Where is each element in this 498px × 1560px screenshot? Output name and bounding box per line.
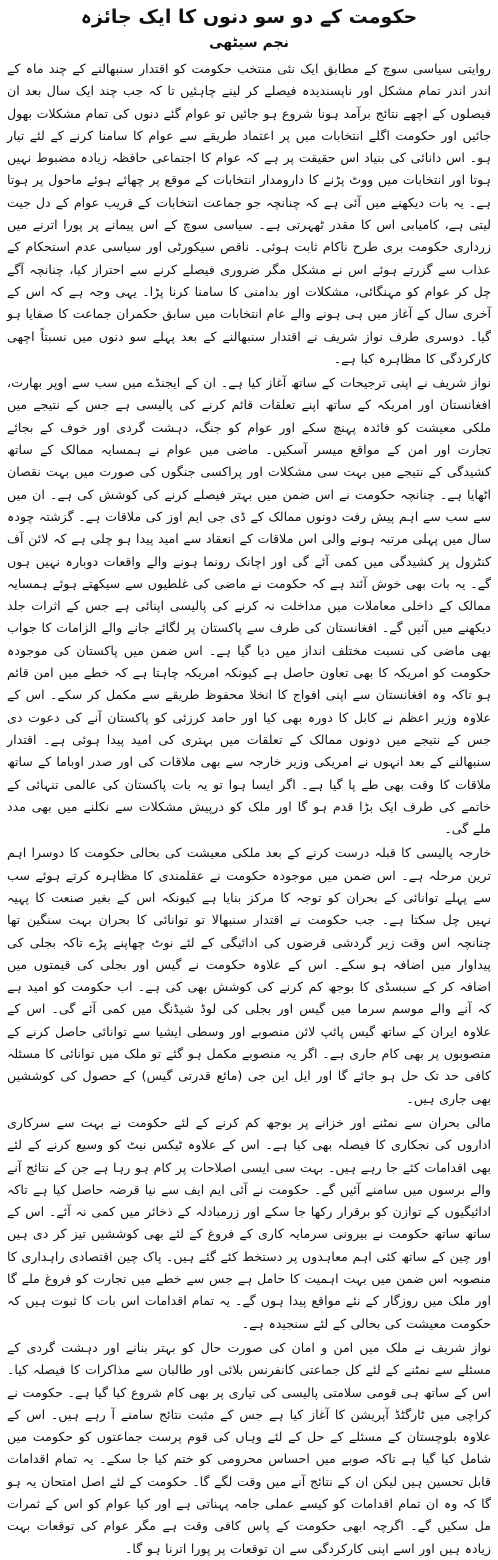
article-paragraph-2: نواز شریف نے اپنی ترجیحات کے ساتھ آغاز کیا ہے۔ ان کے ایجنڈے میں سب سے اوپر بھارت، افغانستان اور امریکہ کے ساتھ اپنے تعلقات قائم کرنے کی پالیسی ہے جس کے نتیجے میں ملکی معیشت کو فائدہ پہنچ سکے اور عوام کو جنگ، دہشت گردی اور خوف کے بجائے تجارت اور امن کے مواقع میسر آسکیں۔ ماضی میں عوام نے ہمسایہ ممالک کے ساتھ کشیدگی کے نتیجے میں بہت سی مشکلات اور پراکسی جنگوں کی صورت میں بہت نقصان اٹھایا ہے۔ چنانچہ حکومت نے اس ضمن میں بہتر فیصلے کرنے کی کوشش کی ہے۔ ان میں سے سب سے اہم پیش رفت دونوں ممالک کے ڈی جی ایم اوز کی ملاقات ہے۔ گزشتہ چودہ سال میں پہلی مرتبہ ہونے والی اس ملاقات کے انعقاد سے امید پیدا ہو چلی ہے کہ لائن آف کنٹرول پر کشیدگی میں کمی آئے گی اور اچانک رونما ہونے والے واقعات دوبارہ نہیں ہوں گے۔ یہ بات بھی خوش آئند ہے کہ حکومت نے ماضی کی غلطیوں سے سیکھتے ہوئے ہمسایہ ممالک کے داخلی معاملات میں مداخلت نہ کرنے کی پالیسی اپنائی ہے جس کے اثرات جلد دیکھنے میں آئیں گے۔ افغانستان کی طرف سے پاکستان پر لگائے جانے والے الزامات کا جواب بھی ماضی کی نسبت مختلف انداز میں دیا گیا ہے۔ اس ضمن میں پاکستان کی موجودہ حکومت کو امریکہ کا بھی تعاون حاصل ہے کیونکہ امریکہ چاہتا ہے کہ خطے میں امن قائم ہو تاکہ وہ افغانستان سے اپنی افواج کا انخلا محفوظ طریقے سے مکمل کر سکے۔ اس کے علاوہ وزیر اعظم نے کابل کا دورہ بھی کیا اور حامد کرزئی کو پاکستان آنے کی دعوت دی جس کے نتیجے میں دونوں ممالک کے تعلقات میں بہتری کی امید پیدا ہوئی ہے۔ اقتدار سنبھالنے کے بعد انہوں نے امریکی وزیر خارجہ سے بھی ملاقات کی اور صدر اوباما کے ساتھ ملاقات کا وقت بھی طے پا گیا ہے۔ اگر ایسا ہوا تو یہ بات پاکستان کی عالمی تنہائی کے خاتمے کی طرف ایک بڑا قدم ہو گا اور ملک کو درپیش مشکلات سے نکلنے میں بھی مدد ملے گی۔ (7, 375, 491, 837)
article-paragraph-1: روایتی سیاسی سوچ کے مطابق ایک نئی منتخب حکومت کو اقتدار سنبھالنے کے چند ماہ کے اندر اندر تمام مشکل اور ناپسندیدہ فیصلے کر لینے چاہئیں تا کہ جب چند ایک سال بعد ان فیصلوں کے اچھے نتائج برآمد ہونا شروع ہو جائیں تو عوام گئے دنوں کی تمام مشکلات بھول جائیں اور حکومت اگلے انتخابات میں پر اعتماد طریقے سے عوام کا سامنا کرنے کے لئے تیار ہو۔ اس دانائی کی بنیاد اس حقیقت پر ہے کہ عوام کا اجتماعی حافظہ زیادہ مضبوط نہیں ہوتا اور انتخابات میں ووٹ پڑنے کا دارومدار انتخابات کے موقع پر چھائے ہوئے ماحول پر ہوتا ہے۔ یہ بات دیکھنے میں آئی ہے کہ چنانچہ جو جماعت انتخابات کے قریب عوام کے دل جیت لیتی ہے، کامیابی اس کا مقدر ٹھہرتی ہے۔ سیاسی سوچ کے اس پیمانے پر پورا اترنے میں زرداری حکومت بری طرح ناکام ثابت ہوئی۔ ناقص سیکورٹی اور سیاسی عدم استحکام کے عذاب سے گزرتے ہوئے اس نے مشکل مگر ضروری فیصلے کرنے سے احتراز کیا، چنانچہ آگے چل کر عوام کو مہنگائی، مشکلات اور بدامنی کا سامنا کرنا پڑا۔ یہی وجہ ہے کہ اس کے آخری سال کے آغاز میں ہی ہونے والے عام انتخابات میں سابق حکمران جماعت کا صفایا ہو گیا۔ دوسری طرف نواز شریف نے اقتدار سنبھالنے کے بعد پہلے سو دنوں میں نسبتاً اچھی کارکردگی کا مظاہرہ کیا ہے۔ (7, 61, 491, 366)
article-paragraph-4: مالی بحران سے نمٹنے اور خزانے پر بوجھ کم کرنے کے لئے حکومت نے بہت سے سرکاری اداروں کی نجکاری کا فیصلہ بھی کیا ہے۔ اس کے علاوہ ٹیکس نیٹ کو وسیع کرنے کے لئے بھی اقدامات کئے جا رہے ہیں۔ بہت سی ایسی اصلاحات پر کام ہو رہا ہے جن کے نتائج آنے والے برسوں میں سامنے آئیں گے۔ حکومت نے آئی ایم ایف سے نیا قرضہ حاصل کیا ہے تاکہ ادائیگیوں کے توازن کو برقرار رکھا جا سکے اور زرمبادلہ کے ذخائر میں کمی نہ آئے۔ اس کے ساتھ ساتھ حکومت نے بیرونی سرمایہ کاری کے فروغ کے لئے بھی کوششیں تیز کر دی ہیں اور چین کے ساتھ کئی اہم معاہدوں پر دستخط کئے گئے ہیں۔ پاک چین اقتصادی راہداری کا منصوبہ اس ضمن میں بہت اہمیت کا حامل ہے جس سے خطے میں تجارت کو فروغ ملے گا اور ملک میں روزگار کے نئے مواقع پیدا ہوں گے۔ یہ تمام اقدامات اس بات کا ثبوت ہیں کہ حکومت معیشت کی بحالی کے لئے سنجیدہ ہے۔ (7, 1114, 491, 1331)
article-body (7, 58, 491, 1560)
article-headline: حکومت کے دو سو دنوں کا ایک جائزہ (80, 6, 418, 28)
article-paragraph-3: خارجہ پالیسی کا قبلہ درست کرنے کے بعد ملکی معیشت کی بحالی حکومت کا دوسرا اہم ترین مرحلہ ہے۔ اس ضمن میں موجودہ حکومت نے عقلمندی کا مظاہرہ کرتے ہوئے سب سے پہلے توانائی کے بحران کو توجہ کا مرکز بنایا ہے کیونکہ اس کے بغیر صنعت کا پہیہ نہیں چل سکتا ہے۔ جب حکومت نے اقتدار سنبھالا تو توانائی کا بحران بہت سنگین تھا چنانچہ اس وقت زیر گردشی قرضوں کی ادائیگی کے لئے نوٹ چھاپنے پڑے تاکہ بجلی کی پیداوار میں اضافہ ہو سکے۔ اس کے علاوہ حکومت نے گیس اور بجلی کی قیمتوں میں اضافہ کر کے سبسڈی کا بوجھ کم کرنے کی کوشش بھی کی ہے۔ اب حکومت کو امید ہے کہ آنے والے موسم سرما میں گیس اور بجلی کی لوڈ شیڈنگ میں کمی آئے گی۔ اس کے علاوہ ایران کے ساتھ گیس پائپ لائن منصوبے اور وسطی ایشیا سے توانائی حاصل کرنے کے منصوبوں پر بھی کام جاری ہے۔ اگر یہ منصوبے مکمل ہو گئے تو ملک میں توانائی کا مسئلہ کافی حد تک حل ہو جائے گا اور ایل این جی (مائع قدرتی گیس) کے حصول کی کوششیں بھی جاری ہیں۔ (7, 845, 491, 1106)
article-author: نجم سیٹھی (209, 35, 289, 51)
article-paragraph-5: نواز شریف نے ملک میں امن و امان کی صورت حال کو بہتر بنانے اور دہشت گردی کے مسئلے سے نمٹنے کے لئے کل جماعتی کانفرنس بلائی اور طالبان سے مذاکرات کا فیصلہ کیا۔ اس کے ساتھ ہی قومی سلامتی پالیسی کی تیاری پر بھی کام شروع کیا گیا ہے۔ حکومت نے کراچی میں ٹارگٹڈ آپریشن کا آغاز کیا ہے جس کے مثبت نتائج سامنے آ رہے ہیں۔ اس کے علاوہ بلوچستان کے مسئلے کے حل کے لئے وہاں کی قوم پرست جماعتوں کو حکومت میں شامل کیا گیا ہے تاکہ صوبے میں احساس محرومی کو ختم کیا جا سکے۔ یہ تمام اقدامات قابل تحسین ہیں لیکن ان کے نتائج آنے میں وقت لگے گا۔ حکومت کے لئے اصل امتحان یہ ہو گا کہ وہ ان تمام اقدامات کو کیسے عملی جامہ پہناتی ہے اور کیا عوام کو اس کے ثمرات مل سکیں گے۔ اگرچہ ابھی حکومت کے پاس کافی وقت ہے مگر عوام کی توقعات بہت زیادہ ہیں اور اسے اپنی کارکردگی سے ان توقعات پر پورا اترنا ہو گا۔ (7, 1339, 491, 1556)
